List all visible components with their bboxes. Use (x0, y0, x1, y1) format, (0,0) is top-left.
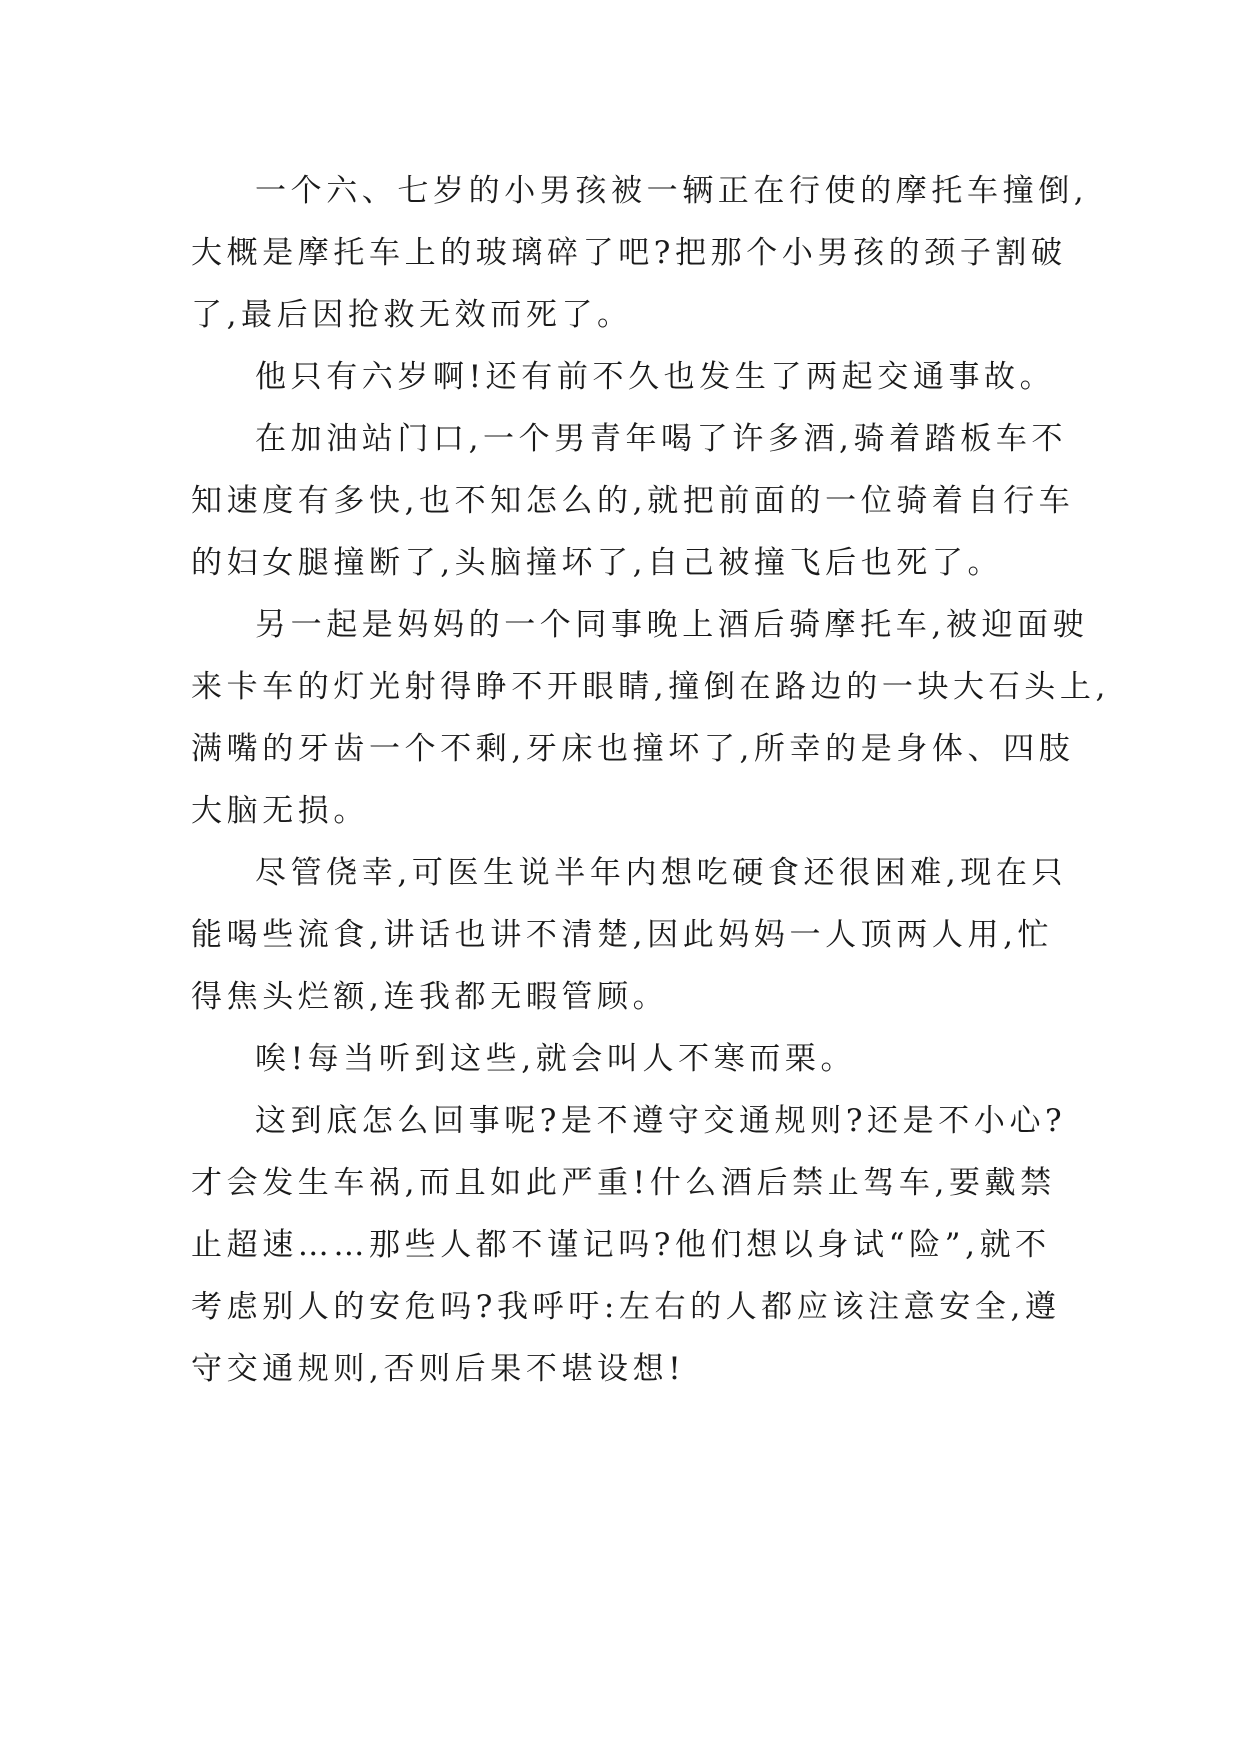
text-line: 唉!每当听到这些,就会叫人不寒而栗。 (255, 1041, 857, 1077)
text-line: 的妇女腿撞断了,头脑撞坏了,自己被撞飞后也死了。 (191, 545, 1004, 581)
text-line: 满嘴的牙齿一个不剩,牙床也撞坏了,所幸的是身体、四肢 (191, 731, 1075, 767)
essay-body (191, 160, 1110, 1400)
text-line: 一个六、七岁的小男孩被一辆正在行使的摩托车撞倒, (255, 173, 1089, 209)
text-line: 这到底怎么回事呢?是不遵守交通规则?还是不小心? (255, 1103, 1067, 1139)
text-line: 来卡车的灯光射得睁不开眼睛,撞倒在路边的一块大石头上, (191, 669, 1110, 705)
text-line: 在加油站门口,一个男青年喝了许多酒,骑着踏板车不 (255, 421, 1068, 457)
text-line: 才会发生车祸,而且如此严重!什么酒后禁止驾车,要戴禁 (191, 1165, 1056, 1201)
text-line: 另一起是妈妈的一个同事晚上酒后骑摩托车,被迎面驶 (255, 607, 1089, 643)
text-line: 大脑无损。 (191, 793, 369, 829)
text-line: 了,最后因抢救无效而死了。 (191, 297, 633, 333)
text-line: 他只有六岁啊!还有前不久也发生了两起交通事故。 (255, 359, 1056, 395)
text-line: 大概是摩托车上的玻璃碎了吧?把那个小男孩的颈子割破 (191, 235, 1067, 271)
text-line: 止超速……那些人都不谨记吗?他们想以身试“险”,就不 (191, 1227, 1051, 1263)
text-line: 考虑别人的安危吗?我呼吁:左右的人都应该注意安全,遵 (191, 1289, 1061, 1325)
text-line: 守交通规则,否则后果不堪设想! (191, 1351, 686, 1387)
text-line: 知速度有多快,也不知怎么的,就把前面的一位骑着自行车 (191, 483, 1075, 519)
text-line: 能喝些流食,讲话也讲不清楚,因此妈妈一人顶两人用,忙 (191, 917, 1054, 953)
text-line: 得焦头烂额,连我都无暇管顾。 (191, 979, 669, 1015)
text-line: 尽管侥幸,可医生说半年内想吃硬食还很困难,现在只 (255, 855, 1068, 891)
